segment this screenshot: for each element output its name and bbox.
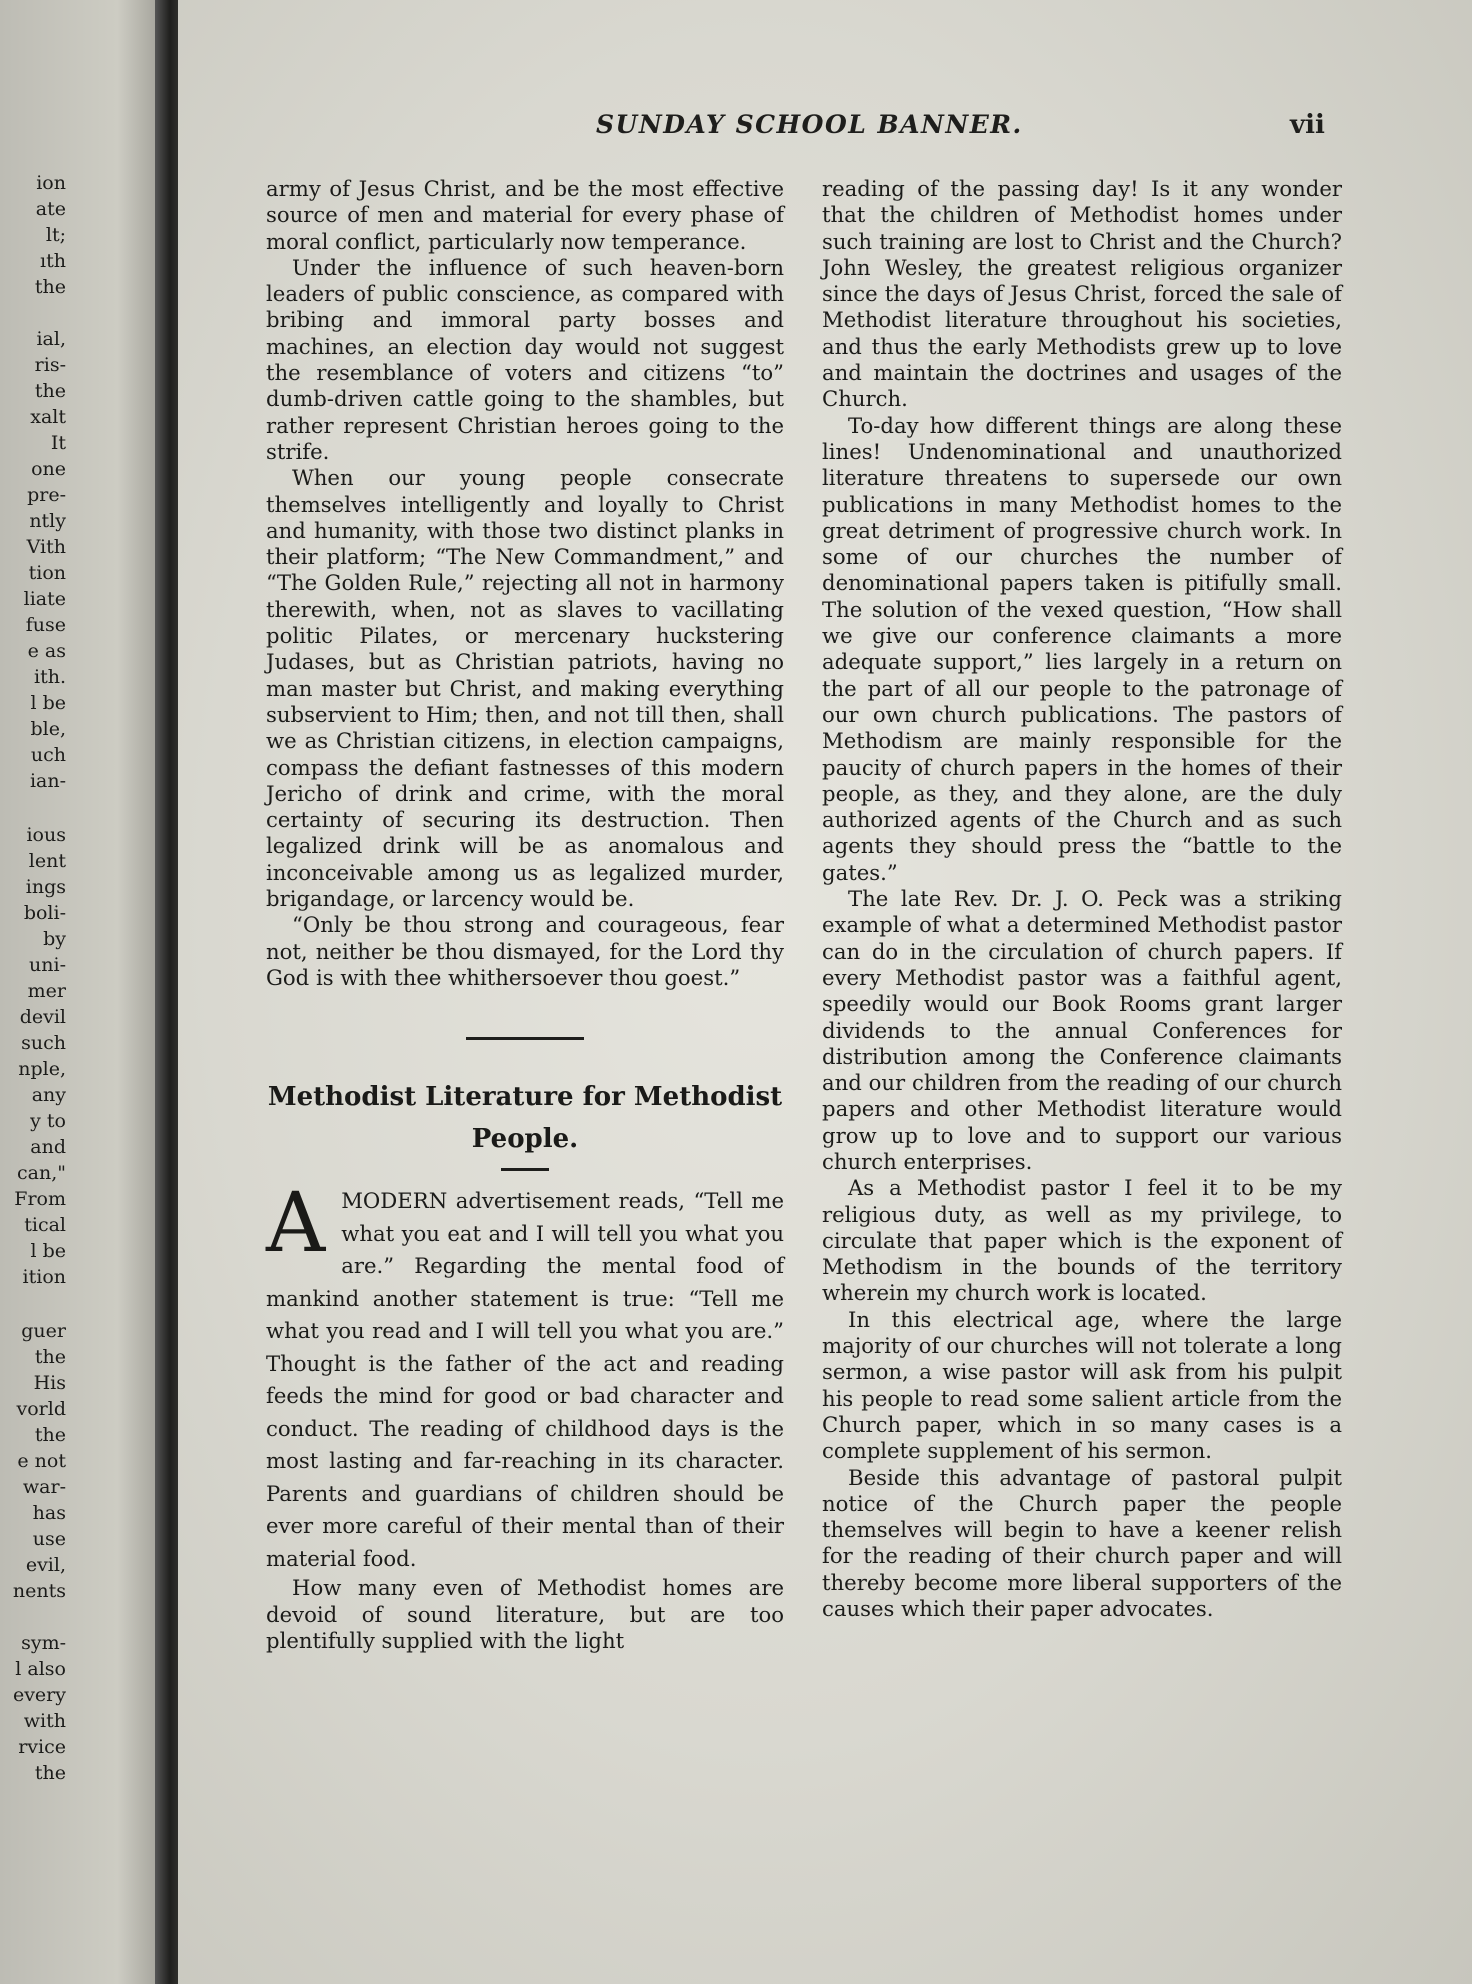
paragraph: Under the influence of such heaven-born leaders of public conscience, as compared with bribing and immoral party bosses and machines, an election day would not suggest the resemblance of voters and citizens “to” dumb-driven cattle going to the shambles, but rather represent Christian heroes going to the strife. [266,254,784,464]
previous-page-fragment: xalt [30,406,66,428]
previous-page-fragment: ate [35,198,66,220]
previous-page-fragment: with [23,1710,66,1732]
previous-page-fragment: the [34,1762,66,1784]
previous-page-fragment: sym- [21,1632,66,1654]
article-title: Methodist Literature for Methodist People. [267,1082,783,1155]
previous-page-fragment: the [34,1424,66,1446]
previous-page-fragment: l also [15,1658,66,1680]
previous-page-fragment: boli- [23,902,66,924]
previous-page-fragment: by [43,928,66,950]
previous-page-fragment: l be [30,692,66,714]
previous-page-fragment: Vith [26,536,66,558]
previous-page-fragment: fuse [25,614,66,636]
previous-page-edge [0,0,168,1984]
paragraph: The late Rev. Dr. J. O. Peck was a striking example of what a determined Methodist pastor can do in the circulation of church papers. If every Methodist pastor was a faithful agent, speedily would our Book Rooms grant larger dividends to the annual Conferences for distribution among the Conference claimants and our children from the reading of our church papers and other Methodist literature would grow up to love and to support our various church enterprises. [822,886,1342,1174]
previous-page-fragment: ial, [36,328,66,350]
previous-page-fragment: l be [30,1240,66,1262]
previous-page-fragment: ious [26,824,66,846]
paragraph: When our young people consecrate themselves intelligently and loyally to Christ and humanity, with those two distinct planks in their platform; “The New Commandment,” and “The Golden Rule,” rejecting all not in harmony therewith, when, not as slaves to vacillating politic Pilates, or mercenary huckstering Judases, but as Christian patriots, having no man master but Christ, and making everything subservient to Him; then, and not till then, shall we as Christian citizens, in election campaigns, compass the defiant fastnesses of this modern Jericho of drink and crime, with the moral certainty of securing its destruction. Then legalized drink will be as anomalous and inconceivable among us as legalized murder, brigandage, or larcency would be. [266,465,784,912]
page-number: vii [1290,110,1325,140]
previous-page-fragment: guer [21,1320,66,1342]
magazine-page [178,0,1472,1984]
previous-page-fragment: ith. [34,666,66,688]
previous-page-fragment: pre- [27,484,66,506]
previous-page-fragment: ition [22,1266,66,1288]
paragraph: “Only be thou strong and courageous, fear not, neither be thou dismayed, for the Lord thy God is with thee whithersoever thou goest.” [266,912,784,990]
previous-page-fragment: every [12,1684,66,1706]
previous-page-fragment: tion [28,562,66,584]
previous-page-fragment: can," [17,1162,66,1184]
previous-page-fragment: ings [25,876,66,898]
previous-page-fragment: ion [36,172,66,194]
previous-page-fragment: uni- [29,954,66,976]
previous-page-fragment: ble, [30,718,66,740]
previous-page-fragment: vorld [16,1398,66,1420]
previous-page-fragment: It [50,432,66,454]
paragraph: To-day how different things are along these lines! Undenominational and unauthorized literature threatens to supersede our own publications in many Methodist homes to the great detriment of progressive church work. In some of our churches the number of denominational papers taken is pitifully small. The solution of the vexed question, “How shall we give our conference claimants a more adequate support,” lies largely in a return on the part of all our people to the patronage of our own church publications. The pastors of Methodism are mainly responsible for the paucity of church papers in the homes of their people, as they, and they alone, are the duly authorized agents of the Church and as such agents they should press the “battle to the gates.” [822,412,1342,885]
paragraph: army of Jesus Christ, and be the most effective source of men and material for every phase of moral conflict, particularly now temperance. [266,176,784,254]
previous-page-fragment: tical [24,1214,66,1236]
previous-page-fragment: such [21,1032,66,1054]
drop-cap: A [266,1176,326,1272]
lead-text: MODERN advertisement reads, “Tell me what you eat and I will tell you what you are.” Regarding the mental food of mankind another statement is true: “Tell me what you read and I will tell you what you are.” Thought is the father of the act and reading feeds the mind for good or bad character and conduct. The reading of childhood days is the most lasting and far-reaching in its character. Parents and guardians of children should be ever more careful of their mental than of their material food. [266,1188,784,1571]
section-divider [466,1037,584,1040]
previous-page-fragment: any [31,1084,66,1106]
previous-page-fragment: one [31,458,66,480]
previous-page-fragment: liate [23,588,66,610]
previous-page-fragment: e as [27,640,66,662]
previous-page-fragment: use [32,1528,66,1550]
previous-page-fragment: ris- [34,354,66,376]
previous-page-fragment: lt; [45,224,66,246]
left-column [266,176,784,1654]
previous-page-fragment: lent [28,850,66,872]
previous-page-fragment: ntly [29,510,66,532]
lead-paragraph [266,1176,784,1575]
previous-page-fragment: ian- [29,770,66,792]
title-underline [501,1168,549,1171]
previous-page-fragment: has [32,1502,66,1524]
previous-page-fragment: His [33,1372,66,1394]
paragraph: How many even of Methodist homes are devoid of sound literature, but are too plentifully supplied with the light [266,1575,784,1653]
previous-page-fragment: nents [12,1580,66,1602]
previous-page-fragment: From [14,1188,66,1210]
paragraph: Beside this advantage of pastoral pulpit notice of the Church paper the people themselves will begin to have a keener relish for the reading of their church paper and will thereby become more liberal supporters of the causes which their paper advocates. [822,1464,1342,1622]
previous-page-fragment: the [34,380,66,402]
previous-page-fragment: evil, [25,1554,66,1576]
paragraph: As a Methodist pastor I feel it to be my religious duty, as well as my privilege, to circulate that paper which is the exponent of Methodism in the bounds of the territory wherein my church work is located. [822,1175,1342,1306]
previous-page-fragment: uch [30,744,66,766]
previous-page-fragment: war- [22,1476,66,1498]
previous-page-fragment: y to [30,1110,66,1132]
previous-page-fragment: the [34,1346,66,1368]
previous-page-fragment: mer [27,980,66,1002]
paragraph: In this electrical age, where the large majority of our churches will not tolerate a long sermon, a wise pastor will ask from his pulpit his people to read some salient article from the Church paper, which in so many cases is a complete supplement of his sermon. [822,1306,1342,1464]
right-column [822,176,1342,1622]
previous-page-fragment: e not [17,1450,66,1472]
paragraph: reading of the passing day! Is it any wonder that the children of Methodist homes under such training are lost to Christ and the Church? John Wesley, the greatest religious organizer since the days of Jesus Christ, forced the sale of Methodist literature throughout his societies, and thus the early Methodists grew up to love and maintain the doctrines and usages of the Church. [822,176,1342,412]
previous-page-fragment: and [30,1136,66,1158]
previous-page-fragment: rvice [18,1736,66,1758]
running-title: SUNDAY SCHOOL BANNER. [596,110,1023,139]
previous-page-fragment: nple, [18,1058,66,1080]
previous-page-fragment: ıth [40,250,66,272]
previous-page-fragment: the [34,276,66,298]
previous-page-fragment: devil [19,1006,66,1028]
